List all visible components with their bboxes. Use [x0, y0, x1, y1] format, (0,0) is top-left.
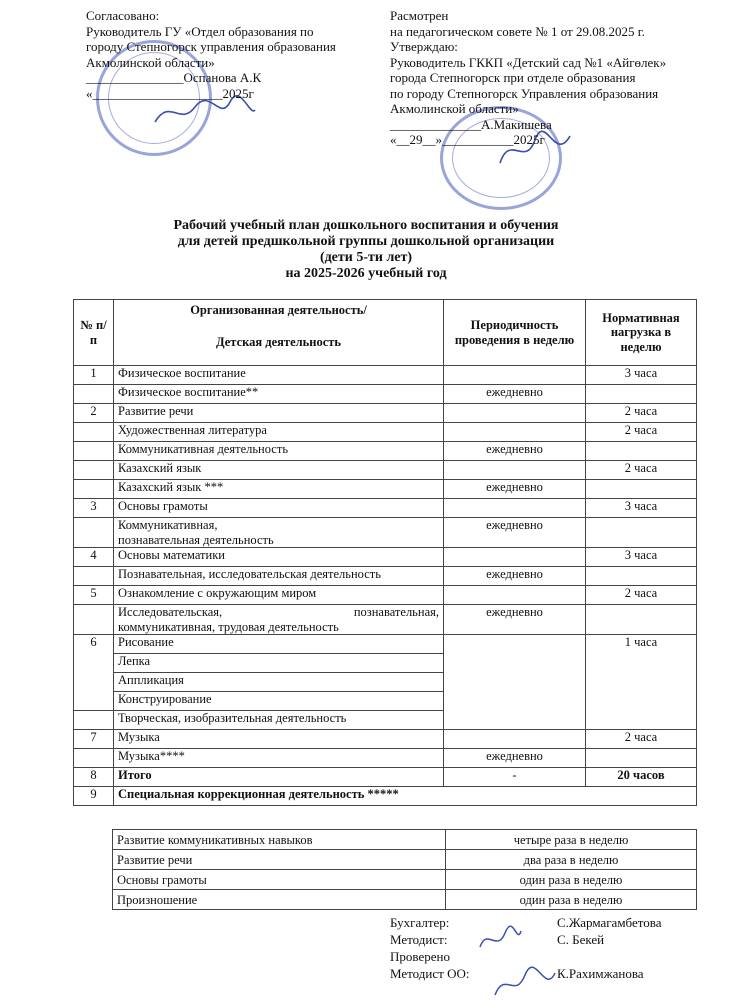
special-row [74, 787, 697, 806]
accountant-name: С.Жармагамбетова [557, 915, 662, 930]
row-activity: Рисование [114, 635, 444, 654]
row-period [444, 548, 586, 567]
row-activity-line2: коммуникативная, трудовая деятельность [118, 619, 339, 634]
approval-left [86, 8, 336, 101]
approval-right-line8: ______________А.Макишева [390, 116, 552, 132]
row-num: 3 [74, 499, 114, 518]
row-load: 3 часа [586, 366, 697, 385]
methodist-oo-label: Методист ОО: [390, 966, 470, 981]
title-line4: на 2025-2026 учебный год [285, 266, 447, 281]
approval-left-line3: городу Степногорск управления образования [86, 39, 336, 54]
row-load: 2 часа [586, 461, 697, 480]
row-num [74, 605, 114, 635]
special-label: Специальная коррекционная деятельность ***** [114, 787, 697, 806]
table-row [74, 605, 697, 635]
row-activity: Казахский язык *** [114, 480, 444, 499]
row-period [444, 423, 586, 442]
table-row [74, 586, 697, 605]
signature-accountant [390, 914, 690, 931]
table-row [74, 499, 697, 518]
row-activity: Развитие речи [114, 404, 444, 423]
table-row [74, 749, 697, 768]
row-activity-line2: познавательная деятельность [118, 532, 274, 547]
correction-freq: один раза в неделю [446, 870, 697, 890]
row-load [586, 442, 697, 461]
approval-right-line4: Руководитель ГККП «Детский сад №1 «Айгөлек» [390, 54, 667, 70]
row-load [586, 385, 697, 404]
row-period [444, 635, 586, 730]
row-period [444, 366, 586, 385]
row-load: 2 часа [586, 404, 697, 423]
row-num [74, 385, 114, 404]
row-num: 5 [74, 586, 114, 605]
approval-right-line1: Расмотрен [390, 8, 449, 23]
approval-left-line2: Руководитель ГУ «Отдел образования по [86, 23, 314, 39]
correction-row [113, 830, 697, 850]
row-num: 2 [74, 404, 114, 423]
row-activity: Музыка**** [114, 749, 444, 768]
approval-left-line5: _______________Оспанова А.К [86, 70, 262, 85]
row-load [586, 518, 697, 548]
signature-methodist [390, 931, 690, 948]
row-activity: Коммуникативная деятельность [114, 442, 444, 461]
checked-label: Проверено [390, 949, 450, 964]
header-load: Нормативная нагрузка в неделю [586, 300, 697, 366]
signature-methodist-oo [390, 965, 690, 982]
approval-right-line7: Акмолинской области» [390, 101, 519, 116]
row-num [74, 749, 114, 768]
correction-table [112, 829, 697, 910]
row-period: ежедневно [444, 385, 586, 404]
correction-row [113, 890, 697, 910]
approval-right-line2: на педагогическом совете № 1 от 29.08.2025 г. [390, 23, 645, 39]
row-load [586, 480, 697, 499]
row-period: ежедневно [444, 605, 586, 635]
row-load [586, 749, 697, 768]
row-activity-line1: Коммуникативная, [118, 518, 218, 532]
row-num: 4 [74, 548, 114, 567]
row-period: ежедневно [444, 442, 586, 461]
row-activity: Основы математики [114, 548, 444, 567]
correction-name: Основы грамоты [113, 870, 446, 890]
signature-block [390, 914, 690, 982]
table-row [74, 480, 697, 499]
row-activity: Творческая, изобразительная деятельность [114, 711, 444, 730]
row-num [74, 480, 114, 499]
header-activity-top: Организованная деятельность/ [190, 303, 367, 317]
row-activity: Основы грамоты [114, 499, 444, 518]
title-line2: для детей предшкольной группы дошкольной организации [177, 234, 555, 249]
approval-left-line1: Согласовано: [86, 8, 160, 23]
row-load: 2 часа [586, 423, 697, 442]
header-activity-bottom: Детская деятельность [216, 334, 341, 349]
row-activity: Физическое воспитание [114, 366, 444, 385]
row-period: ежедневно [444, 749, 586, 768]
approval-left-line4: Акмолинской области» [86, 54, 215, 70]
row-activity [114, 605, 444, 635]
row-load: 2 часа [586, 586, 697, 605]
row-activity: Аппликация [114, 673, 444, 692]
table-header-row [74, 300, 697, 366]
row-num [74, 518, 114, 548]
table-row [74, 366, 697, 385]
row-activity: Ознакомление с окружающим миром [114, 586, 444, 605]
row-num: 8 [74, 768, 114, 787]
row-load: 1 часа [586, 635, 697, 730]
table-row [74, 404, 697, 423]
table-row [74, 423, 697, 442]
correction-freq: один раза в неделю [446, 890, 697, 910]
total-period: - [444, 768, 586, 787]
table-row [74, 548, 697, 567]
total-row [74, 768, 697, 787]
row-period [444, 586, 586, 605]
row-activity: Познавательная, исследовательская деятельность [114, 567, 444, 586]
header-periodicity: Периодичность проведения в неделю [444, 300, 586, 366]
row-period: ежедневно [444, 518, 586, 548]
row-num [74, 442, 114, 461]
methodist-label: Методист: [390, 932, 448, 947]
row-period: ежедневно [444, 480, 586, 499]
table-row [74, 567, 697, 586]
table-row [74, 442, 697, 461]
table-row [74, 518, 697, 548]
row-activity-line1: Исследовательская, познавательная, [118, 605, 439, 619]
approval-right [390, 8, 666, 148]
row-period [444, 404, 586, 423]
row-load: 2 часа [586, 730, 697, 749]
header-num: № п/п [74, 300, 114, 366]
table-body [74, 366, 697, 806]
correction-name: Развитие речи [113, 850, 446, 870]
document-title [0, 218, 732, 282]
correction-freq: два раза в неделю [446, 850, 697, 870]
row-num [74, 567, 114, 586]
accountant-label: Бухгалтер: [390, 915, 450, 930]
table-row [74, 385, 697, 404]
row-period: ежедневно [444, 567, 586, 586]
curriculum-table [73, 299, 697, 806]
signature-checked [390, 948, 690, 965]
table-row [74, 635, 697, 654]
row-load: 3 часа [586, 499, 697, 518]
row-activity: Художественная литература [114, 423, 444, 442]
row-num [74, 423, 114, 442]
row-activity: Казахский язык [114, 461, 444, 480]
row-activity: Физическое воспитание** [114, 385, 444, 404]
total-label: Итого [114, 768, 444, 787]
correction-row [113, 850, 697, 870]
row-activity: Музыка [114, 730, 444, 749]
row-num [74, 461, 114, 480]
row-num: 9 [74, 787, 114, 806]
approval-right-line5: города Степногорск при отделе образования [390, 70, 636, 85]
title-line3: (дети 5-ти лет) [319, 250, 413, 265]
row-activity: Лепка [114, 654, 444, 673]
header-activity [114, 300, 444, 366]
row-load [586, 567, 697, 586]
row-load: 3 часа [586, 548, 697, 567]
row-activity [114, 518, 444, 548]
approval-left-line6: «____________________2025г [86, 85, 254, 101]
row-activity: Конструирование [114, 692, 444, 711]
row-period [444, 499, 586, 518]
row-period [444, 461, 586, 480]
approval-right-line6: по городу Степногорск Управления образования [390, 85, 659, 101]
row-load [586, 605, 697, 635]
table-row [74, 461, 697, 480]
methodist-oo-name: К.Рахимжанова [557, 966, 644, 981]
correction-row [113, 870, 697, 890]
row-period [444, 730, 586, 749]
approval-right-line3: Утверждаю: [390, 39, 458, 54]
correction-name: Произношение [113, 890, 446, 910]
correction-freq: четыре раза в неделю [446, 830, 697, 850]
row-num [74, 711, 114, 730]
approval-right-line9: «__29__»___________2025г [390, 132, 545, 147]
row-num: 7 [74, 730, 114, 749]
title-line1: Рабочий учебный план дошкольного воспитания и обучения [173, 218, 559, 233]
table-row [74, 730, 697, 749]
total-load: 20 часов [586, 768, 697, 787]
row-num: 1 [74, 366, 114, 385]
methodist-name: С. Бекей [557, 932, 605, 947]
row-num: 6 [74, 635, 114, 711]
correction-name: Развитие коммуникативных навыков [113, 830, 446, 850]
